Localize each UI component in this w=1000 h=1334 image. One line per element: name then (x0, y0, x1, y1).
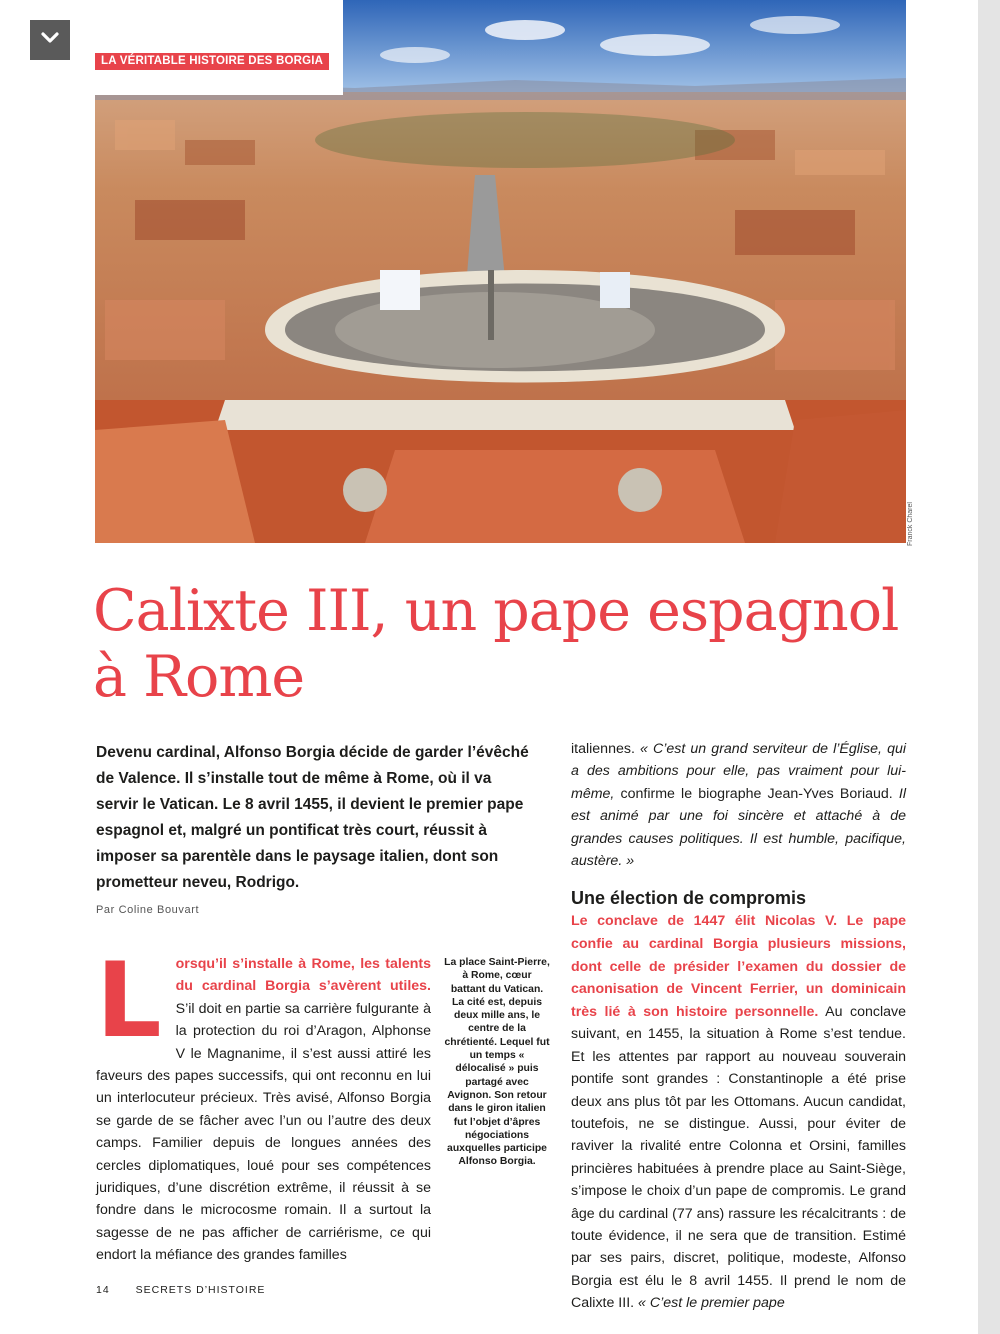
column-1-body: S’il doit en partie sa carrière fulgurante à la protection du roi d’Aragon, Alphonse V le Magnanime, il s’est aussi attiré les faveurs des papes successifs, qui ont reconnu en lui un interlocuteur précieux. Très avisé, Alfonso Borgia se garde de se fâcher avec l’un ou l’autre des deux camps. Familier depuis de longues années des cercles diplomatiques, loué pour ses compétences juridiques, d’une discrétion extrême, il réussit à se fondre dans le microcosme romain. Il a surtout la sagesse de ne pas afficher de carriérisme, ce qui endort la méfiance des grandes familles (96, 1000, 431, 1264)
photo-caption: La place Saint-Pierre, à Rome, cœur battant du Vatican. La cité est, depuis deux mille ans, le centre de la chrétienté. Lequel fut un temps « délocalisé » puis partagé avec Avignon. Son retour dans le giron italien fut l’objet d’âpres négociations auxquelles participe Alfonso Borgia. (444, 957, 550, 1168)
byline: Par Coline Bouvart (96, 904, 200, 916)
photo-credit: Franck Charel (907, 502, 914, 546)
text-run: Au conclave suivant, en 1455, la situation à Rome s’est tendue. Et les attentes par rapport au nouveau souverain pontife sont grandes : Constantinople a été prise deux ans plus tôt par les Ottomans. Aucun candidat, toutefois, ne se distingue. Aussi, pour éviter de raviver la rivalité entre Colonna et Orsini, familles princières habituées à prendre place au Saint-Siège, s’impose le choix d’un pape de compromis. Le grand âge du cardinal (77 ans) rassure les récalcitrants : de toute évidence, il ne sera que de transition. Estimé par ses pairs, discret, politique, modeste, Alfonso Borgia est élu le 8 avril 1455. Il prend le nom de Calixte III. (571, 1003, 906, 1312)
article-standfirst: Devenu cardinal, Alfonso Borgia décide de garder l’évêché de Valence. Il s’installe tout de même à Rome, où il va servir le Vatican. Le 8 avril 1455, il devient le premier pape espagnol et, malgré un pontificat très court, réussit à imposer sa parentèle dans le paysage italien, dont son prometteur neveu, Rodrigo. (96, 744, 529, 891)
section-rubric: LA VÉRITABLE HISTOIRE DES BORGIA (95, 53, 329, 70)
column-2-body (571, 910, 906, 1314)
drop-cap: L (96, 941, 162, 1061)
quote: « C’est un grand serviteur de l’Église, qui a des ambitions pour elle, pas vraiment pour lui-même, (571, 741, 906, 802)
column-1 (96, 941, 431, 1267)
text-run: italiennes. (571, 741, 640, 757)
column-2 (571, 738, 906, 1315)
page-edge (978, 0, 1000, 1334)
subheading: Une élection de compromis (571, 888, 807, 909)
lead-in: orsqu’il s’installe à Rome, les talents du cardinal Borgia s’avèrent utiles. (175, 956, 431, 995)
article-headline: Calixte III, un pape espagnol à Rome (93, 578, 899, 710)
page-footer (96, 1284, 265, 1296)
header-mask (95, 0, 343, 95)
quote: Il est animé par une foi sincère et attaché à de grandes causes politiques. Il est humble, pacifique, austère. » (571, 785, 906, 870)
text-run: confirme le biographe Jean-Yves Boriaud. (614, 785, 899, 802)
magazine-name: SECRETS D’HISTOIRE (135, 1284, 266, 1296)
column-2-intro (571, 738, 906, 872)
quote: « C’est le premier pape (638, 1295, 785, 1312)
page-number: 14 (96, 1284, 110, 1296)
red-lead-in: Le conclave de 1447 élit Nicolas V. Le pape confie au cardinal Borgia plusieurs missions, dont celle de présider l’examen du dossier de canonisation de Vincent Ferrier, un dominicain très lié à son histoire personnelle. (571, 913, 906, 1020)
chevron-down-icon (40, 31, 60, 50)
collapse-button[interactable] (30, 20, 70, 60)
